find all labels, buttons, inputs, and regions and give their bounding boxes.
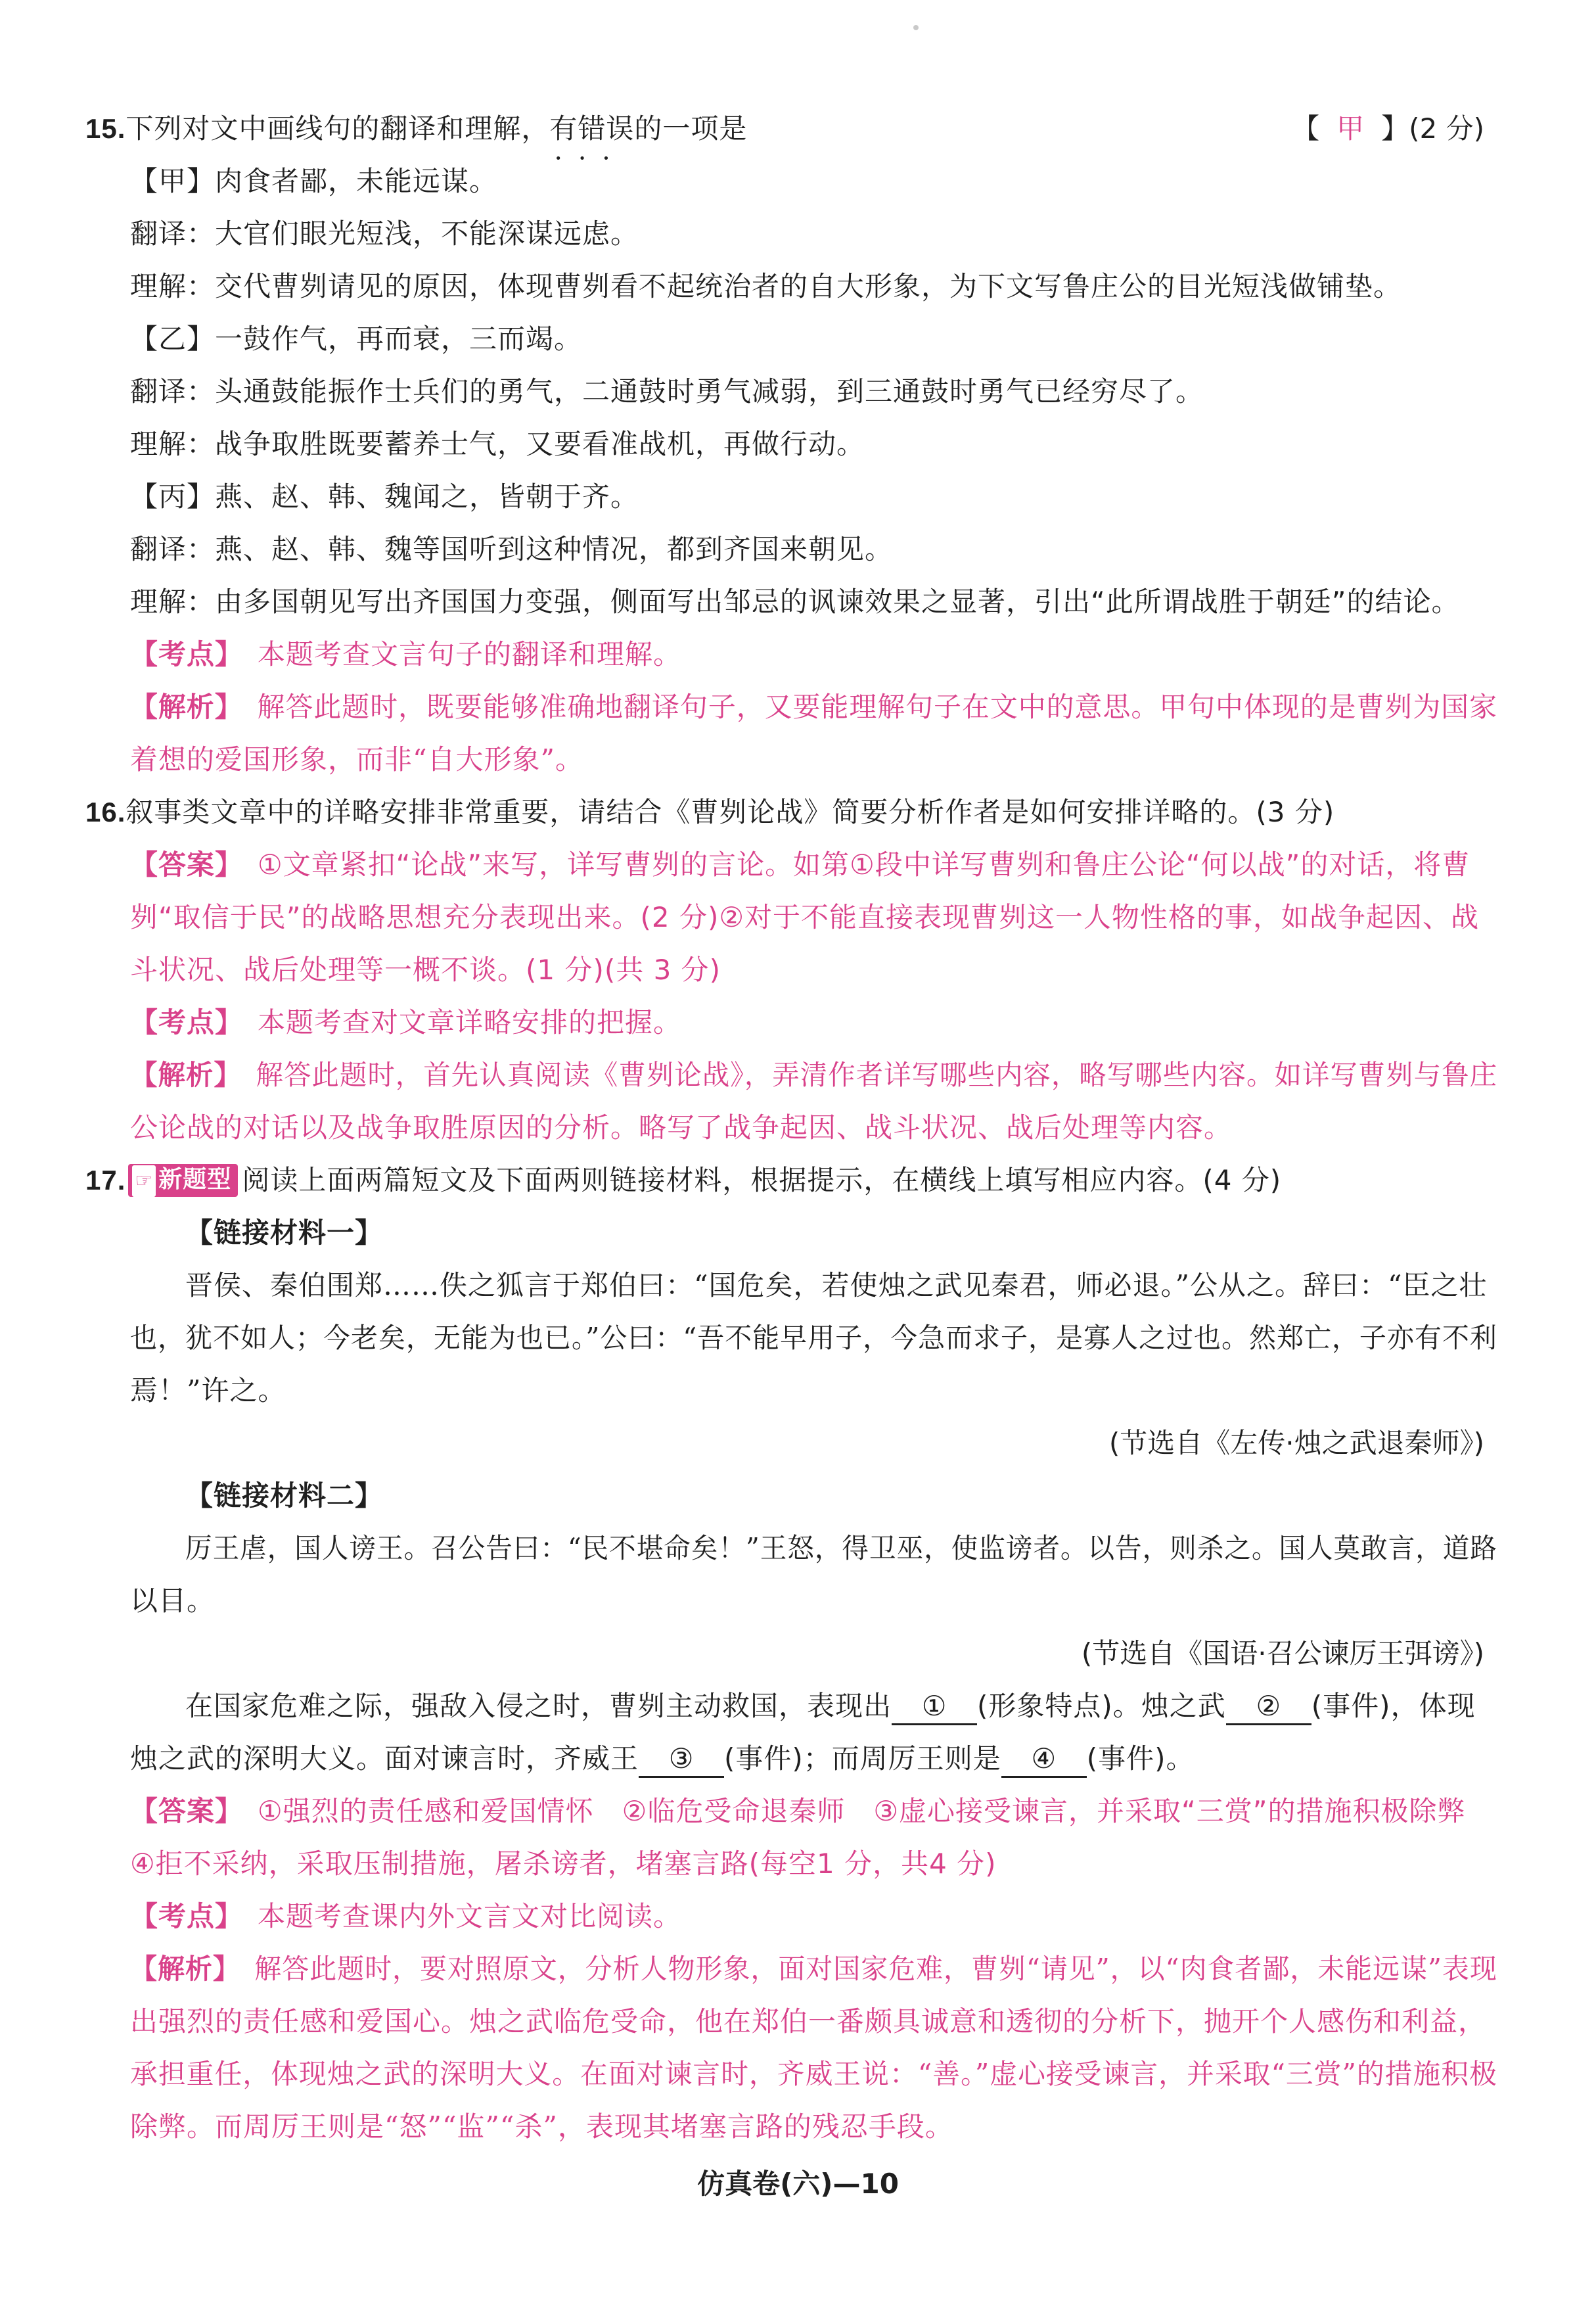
kaodian-label: 【考点】	[130, 638, 244, 670]
jiexi-label: 【解析】	[130, 1059, 242, 1091]
jiexi-label: 【解析】	[130, 1953, 240, 1985]
q15-translation-b: 翻译：头通鼓能振作士兵们的勇气，二通鼓时勇气减弱，到三通鼓时勇气已经穷尽了。	[130, 375, 1204, 407]
q15-answer-box: 【 甲 】(2 分)	[1292, 112, 1484, 145]
q16-daan: 【答案】 ①文章紧扣“论战”来写，详写曹刿的言论。如第①段中详写曹刿和鲁庄公论“何以战”的对话，将曹	[130, 849, 1471, 881]
q17-jiexi-cont-1: 出强烈的责任感和爱国心。烛之武临危受命，他在郑伯一番颇具诚意和透彻的分析下，抛开个人感伤和利益，	[130, 2005, 1487, 2037]
fill-blank-2[interactable]: ②	[1226, 1689, 1311, 1725]
q16-kaodian: 【考点】 本题考查对文章详略安排的把握。	[130, 1006, 682, 1038]
q15-quote-a: 【甲】肉食者鄙，未能远谋。	[130, 165, 498, 197]
q17-kaodian: 【考点】 本题考查课内外文言文对比阅读。	[130, 1900, 682, 1932]
material-1-source: (节选自《左传·烛之武退秦师》)	[1108, 1427, 1484, 1459]
kaodian-label: 【考点】	[130, 1900, 244, 1932]
q16-jiexi: 【解析】 解答此题时，首先认真阅读《曹刿论战》，弄清作者详写哪些内容，略写哪些内容。如详写曹刿与鲁庄	[130, 1059, 1498, 1091]
jiexi-label: 【解析】	[130, 691, 243, 723]
q16-jiexi-cont: 公论战的对话以及战争取胜原因的分析。略写了战争起因、战斗状况、战后处理等内容。	[130, 1111, 1233, 1144]
new-question-type-badge: ☞ 新题型	[128, 1164, 238, 1197]
q16-stem: 16.叙事类文章中的详略安排非常重要，请结合《曹刿论战》简要分析作者是如何安排详略的。(3 分)	[85, 796, 1335, 828]
q17-daan: 【答案】 ①强烈的责任感和爱国情怀 ②临危受命退秦师 ③虚心接受谏言，并采取“三赏”的措施积极除弊	[130, 1795, 1466, 1827]
q17-jiexi-cont-2: 承担重任，体现烛之武的深明大义。在面对谏言时，齐威王说：“善。”虚心接受谏言，并采取“三赏”的措施积极	[130, 2058, 1497, 2090]
q15-answer: 甲	[1336, 112, 1365, 145]
q15-stem: 15.下列对文中画线句的翻译和理解，有错误 • • •的一项是	[85, 109, 747, 149]
q17-jiexi-cont-3: 除弊。而周厉王则是“怒”“监”“杀”，表现其堵塞言路的残忍手段。	[130, 2110, 953, 2143]
q15-translation-a: 翻译：大官们眼光短浅，不能深谋远虑。	[130, 218, 639, 250]
fill-blank-3[interactable]: ③	[639, 1742, 724, 1778]
page-footer: 仿真卷(六)—10	[697, 2168, 899, 2200]
q15-kaodian: 【考点】 本题考查文言句子的翻译和理解。	[130, 638, 682, 670]
q15-understanding-c: 理解：由多国朝见写出齐国国力变强，侧面写出邹忌的讽谏效果之显著，引出“此所谓战胜于朝廷”的结论。	[130, 586, 1460, 618]
q15-jiexi-cont: 着想的爱国形象，而非“自大形象”。	[130, 743, 583, 776]
q15-understanding-a: 理解：交代曹刿请见的原因，体现曹刿看不起统治者的自大形象，为下文写鲁庄公的目光短浅做铺垫。	[130, 270, 1402, 302]
q17-fill-line-1: 在国家危难之际，强敌入侵之时，曹刿主动救国，表现出 ① (形象特点)。烛之武 ② (事件)，体现	[185, 1687, 1476, 1726]
q15-score: (2 分)	[1409, 112, 1484, 145]
q15-jiexi: 【解析】 解答此题时，既要能够准确地翻译句子，又要能理解句子在文中的意思。甲句中体现的是曹刿为国家	[130, 691, 1498, 723]
q15-quote-c: 【丙】燕、赵、韩、魏闻之，皆朝于齐。	[130, 480, 639, 513]
material-2-source: (节选自《国语·召公谏厉王弭谤》)	[1081, 1637, 1484, 1669]
material-1-title: 【链接材料一】	[185, 1217, 384, 1249]
q17-stem: 17. ☞ 新题型 阅读上面两篇短文及下面两则链接材料，根据提示，在横线上填写相应内容。(4 分)	[85, 1164, 1282, 1196]
material-1-line-3: 焉！”许之。	[130, 1374, 286, 1407]
q15-translation-c: 翻译：燕、赵、韩、魏等国听到这种情况，都到齐国来朝见。	[130, 533, 894, 565]
q15-number: 15.	[85, 113, 126, 144]
material-2-line-2: 以目。	[130, 1585, 216, 1617]
material-1-line-2: 也，犹不如人；今老矣，无能为也已。”公曰：“吾不能早用子，今急而求子，是寡人之过也。然郑亡，子亦有不利	[130, 1322, 1497, 1354]
q16-daan-cont-2: 斗状况、战后处理等一概不谈。(1 分)(共 3 分)	[130, 954, 721, 986]
fill-blank-1[interactable]: ①	[892, 1689, 977, 1725]
q15-understanding-b: 理解：战争取胜既要蓄养士气，又要看准战机，再做行动。	[130, 428, 865, 460]
q16-number: 16.	[85, 797, 126, 827]
q16-daan-cont-1: 刿“取信于民”的战略思想充分表现出来。(2 分)②对于不能直接表现曹刿这一人物性格的事，如战争起因、战	[130, 901, 1480, 933]
material-1-line-1: 晋侯、秦伯围郑……佚之狐言于郑伯曰：“国危矣，若使烛之武见秦君，师必退。”公从之。辞曰：“臣之壮	[185, 1269, 1488, 1301]
q17-jiexi: 【解析】 解答此题时，要对照原文，分析人物形象，面对国家危难，曹刿“请见”，以“肉食者鄙，未能远谋”表现	[130, 1953, 1497, 1985]
emphasis-dots: 有错误 • • •	[549, 109, 634, 149]
daan-label: 【答案】	[130, 849, 244, 881]
hand-pointer-icon: ☞	[132, 1165, 156, 1197]
kaodian-label: 【考点】	[130, 1006, 244, 1038]
fill-blank-4[interactable]: ④	[1001, 1742, 1087, 1778]
q15-quote-b: 【乙】一鼓作气，再而衰，三而竭。	[130, 323, 583, 355]
daan-label: 【答案】	[130, 1795, 244, 1827]
material-2-title: 【链接材料二】	[185, 1479, 384, 1512]
q17-fill-line-2: 烛之武的深明大义。面对谏言时，齐威王 ③ (事件)；而周厉王则是 ④ (事件)。	[130, 1739, 1195, 1779]
material-2-line-1: 厉王虐，国人谤王。召公告曰：“民不堪命矣！”王怒，得卫巫，使监谤者。以告，则杀之。国人莫敢言，道路	[185, 1532, 1497, 1564]
q17-daan-cont: ④拒不采纳，采取压制措施，屠杀谤者，堵塞言路(每空1 分，共4 分)	[130, 1848, 997, 1880]
q17-number: 17.	[85, 1165, 126, 1196]
scan-mark	[913, 25, 919, 30]
